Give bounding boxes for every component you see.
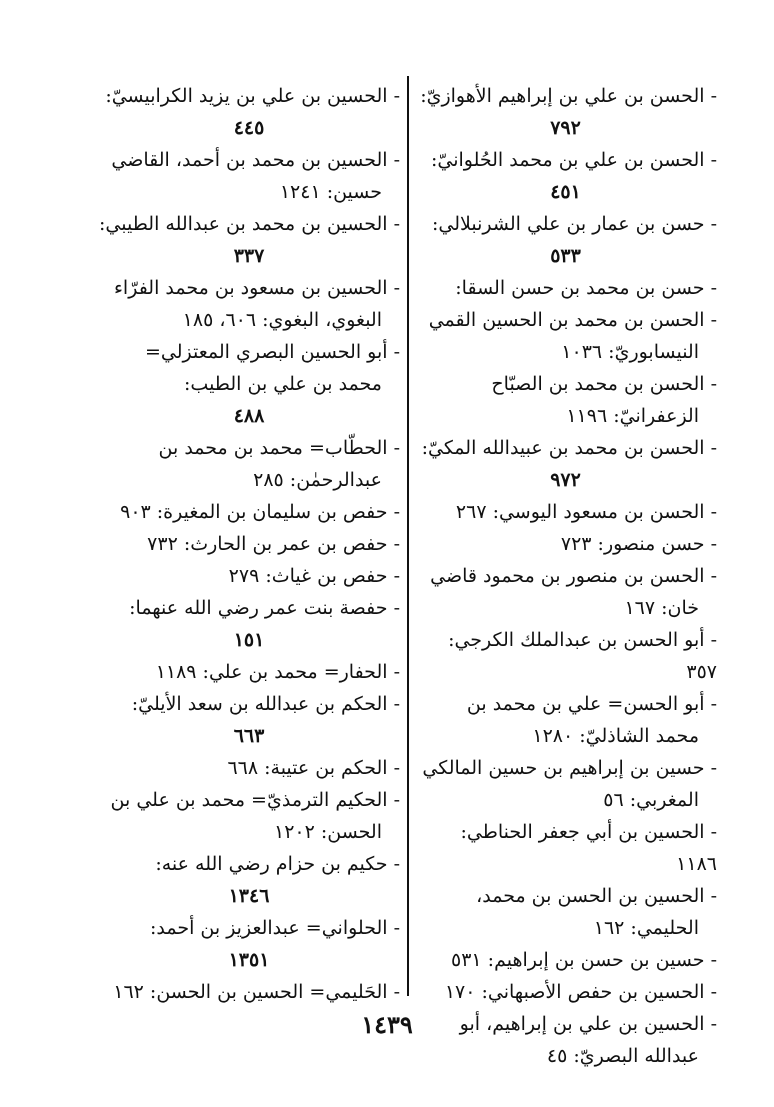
- entry-heading: - حفص بن سليمان بن المغيرة: ٩٠٣: [98, 496, 400, 528]
- entry-heading: - حسن بن محمد بن حسن السقا:: [414, 272, 717, 304]
- index-entry: [98, 688, 400, 752]
- entry-continuation: عبدالله البصريّ: ٤٥: [546, 1045, 699, 1067]
- entry-heading: - حسن بن عمار بن علي الشرنبلالي:: [414, 208, 717, 240]
- entry-heading: - الحسين بن أبي جعفر الحناطي: ١١٨٦: [414, 816, 717, 880]
- entry-heading: - الحسن بن محمد بن الحسين القمي: [414, 304, 717, 336]
- entry-heading: - الحسن بن مسعود اليوسي: ٢٦٧: [414, 496, 717, 528]
- index-entry: [414, 560, 717, 624]
- right-column: [414, 80, 717, 1072]
- entry-continuation: ٩٧٢: [550, 469, 581, 491]
- entry-continuation: ٤٤٥: [233, 117, 265, 139]
- entry-continuation: ٦٦٣: [233, 725, 265, 747]
- entry-continuation: ١٥١: [233, 629, 265, 651]
- index-entry: [98, 560, 400, 592]
- entry-continuation: المغربي: ٥٦: [603, 789, 699, 811]
- index-entry: [98, 784, 400, 848]
- entry-heading: - الحكيم الترمذيّ= محمد بن علي بن: [98, 784, 400, 816]
- entry-heading: - الحسن بن منصور بن محمود قاضي: [414, 560, 717, 592]
- index-entry: [414, 944, 717, 976]
- entry-heading: - حسن منصور: ٧٢٣: [414, 528, 717, 560]
- index-entry: [414, 144, 717, 208]
- entry-heading: - حسين بن حسن بن إبراهيم: ٥٣١: [414, 944, 717, 976]
- entry-continuation: الحسن: ١٢٠٢: [273, 821, 382, 843]
- entry-heading: - الحسين بن علي بن إبراهيم، أبو: [414, 1008, 717, 1040]
- entry-heading: - الحسين بن مسعود بن محمد الفرّاء: [98, 272, 400, 304]
- left-column: [98, 80, 400, 1008]
- index-entry: [98, 400, 400, 432]
- entry-heading: - الحَليمي= الحسين بن الحسن: ١٦٢: [98, 976, 400, 1008]
- entry-continuation: النيسابوريّ: ١٠٣٦: [561, 341, 699, 363]
- entry-continuation: ٧٩٢: [550, 117, 581, 139]
- entry-heading: - حكيم بن حزام رضي الله عنه:: [98, 848, 400, 880]
- entry-continuation: ١٣٤٦: [228, 885, 270, 907]
- entry-continuation: الزعفرانيّ: ١١٩٦: [566, 405, 699, 427]
- entry-continuation: الحليمي: ١٦٢: [593, 917, 699, 939]
- entry-heading: - الحلواني= عبدالعزيز بن أحمد:: [98, 912, 400, 944]
- entry-continuation: خان: ١٦٧: [624, 597, 699, 619]
- index-entry: [414, 976, 717, 1008]
- index-entry: [98, 80, 400, 144]
- entry-heading: - الحسن بن محمد بن الصبّاح: [414, 368, 717, 400]
- entry-heading: - حفصة بنت عمر رضي الله عنهما:: [98, 592, 400, 624]
- entry-continuation: ٥٣٣: [550, 245, 581, 267]
- entry-heading: - حفص بن عمر بن الحارث: ٧٣٢: [98, 528, 400, 560]
- index-entry: [414, 368, 717, 432]
- entry-heading: - أبو الحسن= علي بن محمد بن: [414, 688, 717, 720]
- index-entry: [414, 816, 717, 880]
- entry-heading: - أبو الحسين البصري المعتزلي=: [98, 336, 400, 368]
- index-entry: [98, 976, 400, 1008]
- index-entry: [98, 432, 400, 496]
- entry-heading: - الحسين بن علي بن يزيد الكرابيسيّ:: [98, 80, 400, 112]
- index-entry: [414, 496, 717, 528]
- index-entry: [414, 528, 717, 560]
- index-entry: [98, 528, 400, 560]
- index-entry: [98, 496, 400, 528]
- index-entry: [98, 848, 400, 912]
- entry-heading: - حفص بن غياث: ٢٧٩: [98, 560, 400, 592]
- index-entry: [98, 752, 400, 784]
- index-entry: [414, 752, 717, 816]
- index-entry: [414, 624, 717, 688]
- index-entry: [98, 592, 400, 656]
- index-entry: [414, 272, 717, 304]
- entry-heading: - أبو الحسن بن عبدالملك الكرجي: ٣٥٧: [414, 624, 717, 688]
- entry-continuation: محمد بن علي بن الطيب:: [184, 373, 382, 395]
- entry-continuation: محمد الشاذليّ: ١٢٨٠: [532, 725, 699, 747]
- entry-heading: - الحسن بن علي بن إبراهيم الأهوازيّ:: [414, 80, 717, 112]
- entry-continuation: البغوي، البغوي: ٦٠٦، ١٨٥: [182, 309, 382, 331]
- entry-continuation: حسين: ١٢٤١: [279, 181, 382, 203]
- index-entry: [98, 656, 400, 688]
- entry-continuation: عبدالرحمٰن: ٢٨٥: [253, 469, 382, 491]
- index-entry: [414, 80, 717, 144]
- entry-continuation: ٤٥١: [550, 181, 581, 203]
- entry-heading: - الحفار= محمد بن علي: ١١٨٩: [98, 656, 400, 688]
- entry-heading: - الحسين بن محمد بن أحمد، القاضي: [98, 144, 400, 176]
- entry-heading: - حسين بن إبراهيم بن حسين المالكي: [414, 752, 717, 784]
- entry-heading: - الحسن بن محمد بن عبيدالله المكيّ:: [414, 432, 717, 464]
- entry-heading: - الحكم بن عبدالله بن سعد الأيليّ:: [98, 688, 400, 720]
- entry-heading: - الحسن بن علي بن محمد الحُلوانيّ:: [414, 144, 717, 176]
- entry-continuation: ٤٨٨: [233, 405, 265, 427]
- index-entry: [98, 272, 400, 336]
- index-entry: [414, 880, 717, 944]
- index-entry: [98, 912, 400, 976]
- entry-continuation: ٣٣٧: [233, 245, 265, 267]
- entry-heading: - الحسين بن الحسن بن محمد،: [414, 880, 717, 912]
- entry-heading: - الحكم بن عتيبة: ٦٦٨: [98, 752, 400, 784]
- column-divider: [407, 76, 409, 996]
- index-entry: [98, 208, 400, 272]
- index-entry: [98, 336, 400, 400]
- page-number: ١٤٣٩: [361, 1010, 413, 1039]
- entry-heading: - الحطّاب= محمد بن محمد بن: [98, 432, 400, 464]
- index-entry: [414, 208, 717, 272]
- index-entry: [414, 304, 717, 368]
- entry-heading: - الحسين بن حفص الأصبهاني: ١٧٠: [414, 976, 717, 1008]
- entry-continuation: ١٣٥١: [228, 949, 270, 971]
- index-entry: [414, 432, 717, 496]
- index-entry: [414, 688, 717, 752]
- entry-heading: - الحسين بن محمد بن عبدالله الطيبي:: [98, 208, 400, 240]
- index-entry: [98, 144, 400, 208]
